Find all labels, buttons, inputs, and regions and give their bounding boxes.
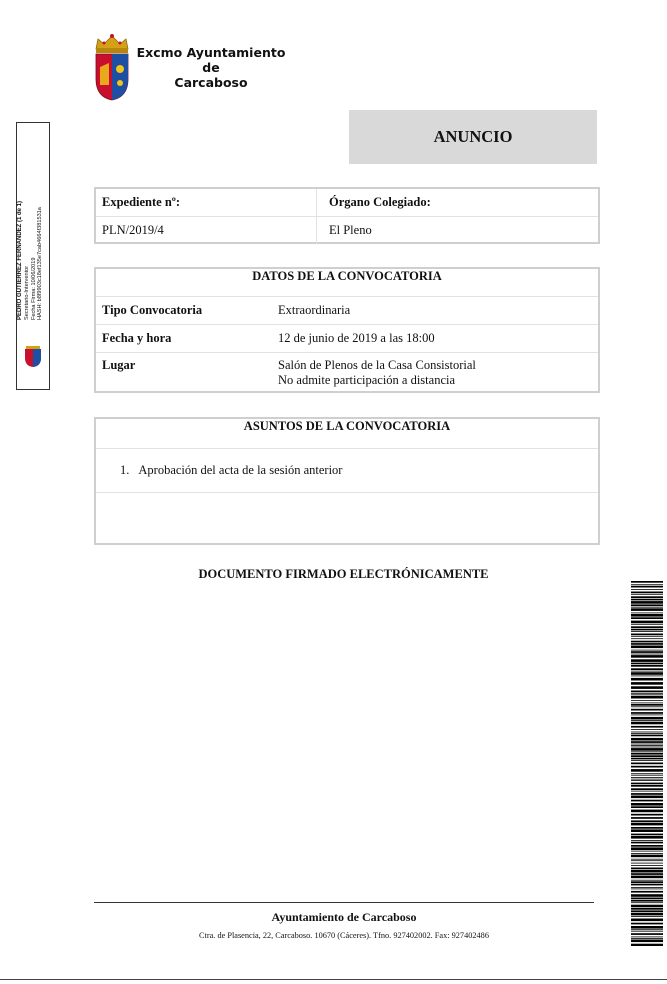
barcode-bar: [631, 916, 663, 917]
anuncio-badge: ANUNCIO: [349, 110, 597, 164]
barcode-bar: [631, 729, 663, 730]
barcode-bar: [631, 865, 663, 866]
barcode-bar: [631, 938, 663, 939]
org-line-2: de: [202, 60, 220, 75]
barcode-bar: [631, 755, 663, 757]
seal-icon: [23, 346, 43, 368]
barcode-bar: [631, 800, 663, 802]
footer-org-name: Ayuntamiento de Carcaboso: [271, 910, 417, 924]
barcode-bar: [631, 617, 663, 619]
barcode-bar: [631, 933, 663, 935]
barcode-bar: [631, 860, 663, 861]
expediente-value-row: [96, 217, 598, 244]
barcode-bar: [631, 654, 663, 655]
datos-row-tipo: [96, 297, 598, 325]
org-line-3: Carcaboso: [174, 75, 248, 90]
barcode-bar: [631, 629, 663, 631]
barcode-bar: [631, 655, 663, 658]
signer-role: Secretario-Interventor: [23, 265, 30, 320]
barcode-bar: [631, 913, 663, 916]
organo-label: Órgano Colegiado:: [329, 195, 431, 209]
signature-hash: HASH: b8f9903c18ef135e7cab4664f381531a: [37, 207, 44, 320]
barcode-bar: [631, 636, 663, 637]
barcode-bar: [631, 592, 663, 594]
barcode-bar: [631, 709, 663, 711]
barcode-bar: [631, 738, 663, 741]
barcode-bar: [631, 712, 663, 714]
barcode-bar: [631, 604, 663, 606]
barcode-bar: [631, 876, 663, 879]
barcode-bar: [631, 624, 663, 625]
barcode-bar: [631, 840, 663, 841]
barcode-bar: [631, 732, 663, 733]
barcode-bar: [631, 842, 663, 844]
barcode-bar: [631, 741, 663, 743]
list-item: [96, 449, 598, 493]
barcode-bar: [631, 722, 663, 725]
signature-text: [17, 160, 44, 320]
barcode-bar: [631, 631, 663, 632]
barcode-bar: [631, 717, 663, 720]
barcode-bar: [631, 780, 663, 781]
barcode-bar: [631, 891, 663, 893]
barcode-bar: [631, 773, 663, 774]
barcode-bar: [631, 659, 663, 662]
barcode-bar: [631, 870, 663, 873]
datos-key: Tipo Convocatoria: [102, 303, 203, 317]
barcode-bar: [631, 663, 663, 665]
barcode-bar: [631, 775, 663, 776]
barcode-bar: [631, 691, 663, 693]
barcode-bar: [631, 868, 663, 870]
coat-of-arms-logo: [93, 33, 131, 101]
barcode-bar: [631, 829, 663, 832]
expediente-table: [94, 187, 600, 244]
barcode-bar: [631, 859, 663, 860]
barcode-bar: [631, 641, 663, 643]
barcode-bar: [631, 834, 663, 836]
barcode-bar: [631, 589, 663, 590]
barcode-bar: [631, 845, 663, 847]
barcode-bar: [631, 779, 663, 780]
barcode-bar: [631, 753, 663, 755]
barcode-bar: [631, 726, 663, 728]
barcode-bar: [631, 760, 663, 761]
barcode-bar: [631, 777, 663, 778]
org-line-1: Excmo Ayuntamiento: [136, 45, 286, 60]
barcode-bar: [631, 894, 663, 897]
barcode-bar: [631, 694, 663, 695]
barcode-bar: [631, 926, 663, 929]
barcode-bar: [631, 720, 663, 721]
expediente-value: PLN/2019/4: [96, 217, 317, 244]
barcode-bar: [631, 672, 663, 675]
datos-convocatoria-table: [94, 267, 600, 393]
datos-value: 12 de junio de 2019 a las 18:00: [278, 331, 435, 345]
barcode-bar: [631, 817, 663, 819]
barcode-bar: [631, 665, 663, 667]
barcode-bar: [631, 650, 663, 651]
datos-key: Fecha y hora: [102, 331, 172, 345]
datos-row-lugar: [96, 353, 598, 391]
page-bottom-border: [0, 979, 667, 980]
barcode-bar: [631, 613, 663, 614]
barcode-bar: [631, 937, 663, 938]
asuntos-title: ASUNTOS DE LA CONVOCATORIA: [96, 419, 598, 449]
barcode-bar: [631, 788, 663, 790]
barcode-bar: [631, 744, 663, 745]
barcode-bar: [631, 823, 663, 826]
barcode-bar: [631, 634, 663, 636]
barcode-bar: [631, 594, 663, 595]
barcode-bar: [631, 763, 663, 765]
signed-notice: DOCUMENTO FIRMADO ELECTRÓNICAMENTE: [198, 567, 489, 581]
item-text: Aprobación del acta de la sesión anterior: [138, 463, 343, 477]
barcode-bar: [631, 735, 663, 737]
barcode-bar: [631, 751, 663, 752]
barcode-bar: [631, 929, 663, 930]
barcode-bar: [631, 902, 663, 903]
barcode-bar: [631, 880, 663, 881]
barcode-bar: [631, 748, 663, 751]
barcode-bar: [631, 905, 663, 908]
barcode-bar: [631, 820, 663, 822]
barcode-bar: [631, 793, 663, 795]
barcode-bar: [631, 889, 663, 890]
footer-address: Ctra. de Plasencia, 22, Carcaboso. 10670 (Cáceres). Tfno. 927402002. Fax: 927402486: [199, 931, 489, 940]
barcode-bar: [631, 682, 663, 685]
barcode-bar: [631, 910, 663, 912]
barcode-bar: [631, 671, 663, 672]
barcode-bar: [631, 638, 663, 639]
signature-date: Fecha Firma: 10/06/2019: [30, 257, 37, 320]
datos-row-fecha: [96, 325, 598, 353]
barcode-bar: [631, 621, 663, 624]
barcode-bar: [631, 599, 663, 601]
barcode-bar: [631, 747, 663, 748]
barcode-bar: [631, 827, 663, 829]
barcode-bar: [631, 944, 663, 946]
barcode-bar: [631, 696, 663, 699]
barcode-bar: [631, 766, 663, 768]
item-number: 1.: [120, 463, 130, 477]
barcode-bar: [631, 703, 663, 704]
lugar-line-2: No admite participación a distancia: [278, 373, 456, 387]
barcode-bar: [631, 700, 663, 701]
barcode-bar: [631, 686, 663, 689]
signer-name: PEDRO GUTIERREZ FERNANDEZ (1 de 1): [17, 200, 23, 320]
barcode-bar: [631, 581, 663, 583]
barcode-bar: [631, 601, 663, 604]
barcode-bar: [631, 586, 663, 588]
barcode-bar: [631, 693, 663, 694]
barcode-bar: [631, 706, 663, 707]
barcode-bar: [631, 608, 663, 611]
barcode-bar: [631, 607, 663, 608]
barcode-bar: [631, 855, 663, 858]
barcode-bar: [631, 900, 663, 902]
barcode-bar: [631, 863, 663, 864]
expediente-header-row: [96, 189, 598, 217]
barcode-bar: [631, 646, 663, 649]
barcode-bar: [631, 803, 663, 806]
barcode-bar: [631, 881, 663, 883]
barcode-bar: [631, 919, 663, 922]
barcode-bar: [631, 651, 663, 653]
organo-value: El Pleno: [329, 223, 372, 237]
barcode-bar: [631, 704, 663, 706]
footer-divider: [94, 902, 594, 903]
barcode-bar: [631, 810, 663, 813]
expediente-label: Expediente nº:: [96, 189, 317, 216]
barcode-bar: [631, 898, 663, 900]
datos-title: DATOS DE LA CONVOCATORIA: [96, 269, 598, 297]
barcode-bar: [631, 853, 663, 854]
barcode-bar: [631, 851, 663, 852]
barcode-bar: [631, 814, 663, 816]
barcode-bar: [631, 676, 663, 677]
barcode: [631, 581, 663, 946]
barcode-bar: [631, 769, 663, 772]
organization-name: [136, 45, 286, 90]
barcode-bar: [631, 584, 663, 585]
barcode-bar: [631, 668, 663, 670]
barcode-bar: [631, 791, 663, 792]
barcode-bar: [631, 940, 663, 943]
barcode-bar: [631, 783, 663, 785]
barcode-bar: [631, 626, 663, 628]
barcode-bar: [631, 745, 663, 746]
barcode-bar: [631, 806, 663, 808]
barcode-bar: [631, 715, 663, 716]
barcode-bar: [631, 873, 663, 875]
asuntos-convocatoria-table: [94, 417, 600, 545]
barcode-bar: [631, 678, 663, 681]
barcode-bar: [631, 733, 663, 734]
datos-value: [272, 358, 598, 388]
barcode-bar: [631, 796, 663, 799]
barcode-bar: [631, 785, 663, 787]
barcode-bar: [631, 643, 663, 645]
barcode-bar: [631, 596, 663, 598]
empty-row: [96, 493, 598, 521]
datos-value: Extraordinaria: [278, 303, 351, 317]
barcode-bar: [631, 614, 663, 617]
barcode-bar: [631, 923, 663, 925]
barcode-bar: [631, 884, 663, 886]
barcode-bar: [631, 887, 663, 888]
barcode-bar: [631, 908, 663, 910]
barcode-bar: [631, 847, 663, 850]
datos-key: Lugar: [102, 358, 136, 372]
barcode-bar: [631, 836, 663, 839]
barcode-bar: [631, 931, 663, 932]
lugar-line-1: Salón de Plenos de la Casa Consistorial: [278, 358, 476, 372]
barcode-bar: [631, 758, 663, 760]
